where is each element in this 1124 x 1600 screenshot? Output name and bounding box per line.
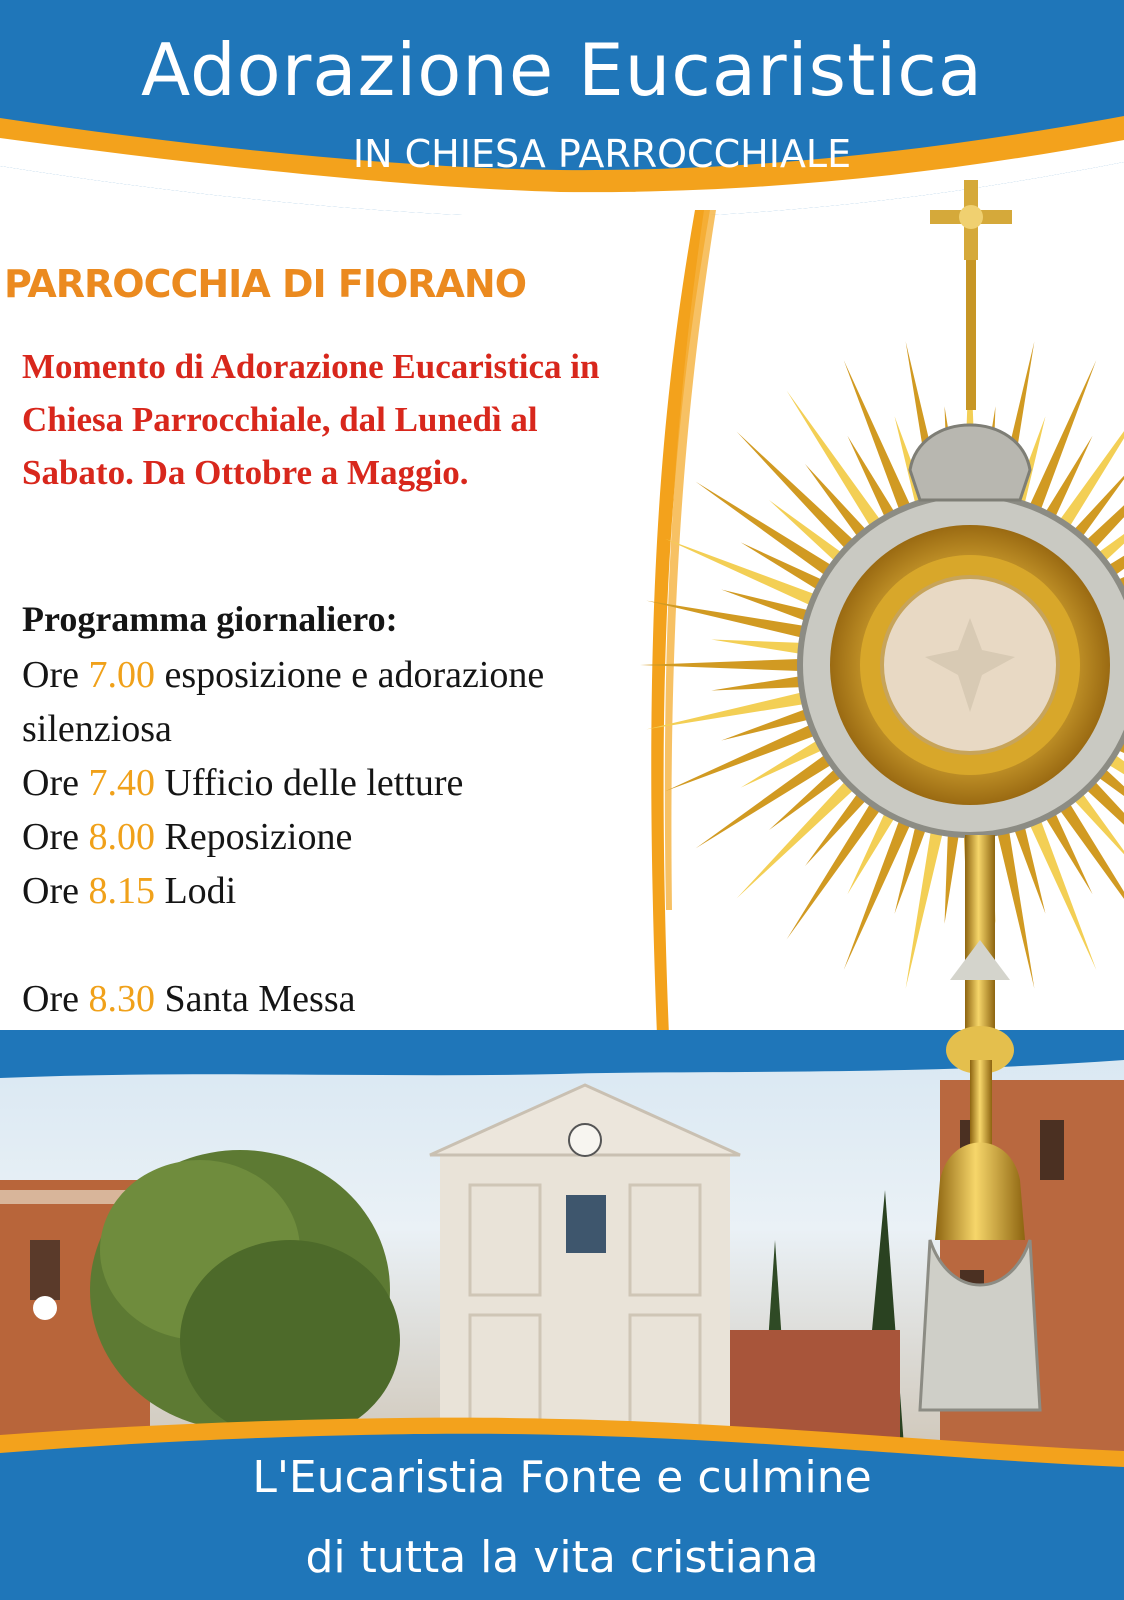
schedule-prefix: Ore <box>22 762 79 804</box>
schedule-activity: Reposizione <box>164 816 353 858</box>
monstrance-icon <box>630 170 1124 1490</box>
schedule-time: 7.40 <box>88 762 155 804</box>
schedule-time: 8.00 <box>88 816 155 858</box>
schedule-activity: Ufficio delle letture <box>164 762 464 804</box>
parish-name: PARROCCHIA DI FIORANO <box>4 262 527 306</box>
sunburst-ray <box>646 601 824 643</box>
footer-line-2: di tutta la vita cristiana <box>305 1532 819 1583</box>
schedule-prefix: Ore <box>22 816 79 858</box>
page-subtitle: IN CHIESA PARROCCHIALE <box>352 132 852 176</box>
schedule-time: 8.30 <box>88 978 155 1020</box>
schedule-activity: Lodi <box>164 870 237 912</box>
sunburst-ray <box>646 688 824 730</box>
schedule-item <box>22 810 622 864</box>
program-title: Programma giornaliero: <box>22 599 398 639</box>
sunburst-ray <box>906 811 948 989</box>
page-title: Adorazione Eucaristica <box>140 28 984 112</box>
schedule-item <box>22 972 622 1026</box>
sunburst-ray <box>993 811 1035 989</box>
schedule-item <box>22 864 622 918</box>
schedule-prefix: Ore <box>22 978 79 1020</box>
footer-line-1: L'Eucaristia Fonte e culmine <box>252 1452 872 1503</box>
schedule-time: 8.15 <box>88 870 155 912</box>
schedule-activity: esposizione e adorazione silenziosa <box>22 654 545 750</box>
schedule-prefix: Ore <box>22 654 79 696</box>
schedule-list <box>22 648 622 1026</box>
schedule-item <box>22 756 622 810</box>
intro-text: Momento di Adorazione Eucaristica in Chiesa Parrocchiale, dal Lunedì al Sabato. Da Ottobre a Maggio. <box>22 347 600 492</box>
schedule-time: 7.00 <box>88 654 155 696</box>
schedule-item <box>22 648 622 756</box>
schedule-activity: Santa Messa <box>164 978 356 1020</box>
sunburst-ray <box>640 658 820 671</box>
schedule-prefix: Ore <box>22 870 79 912</box>
